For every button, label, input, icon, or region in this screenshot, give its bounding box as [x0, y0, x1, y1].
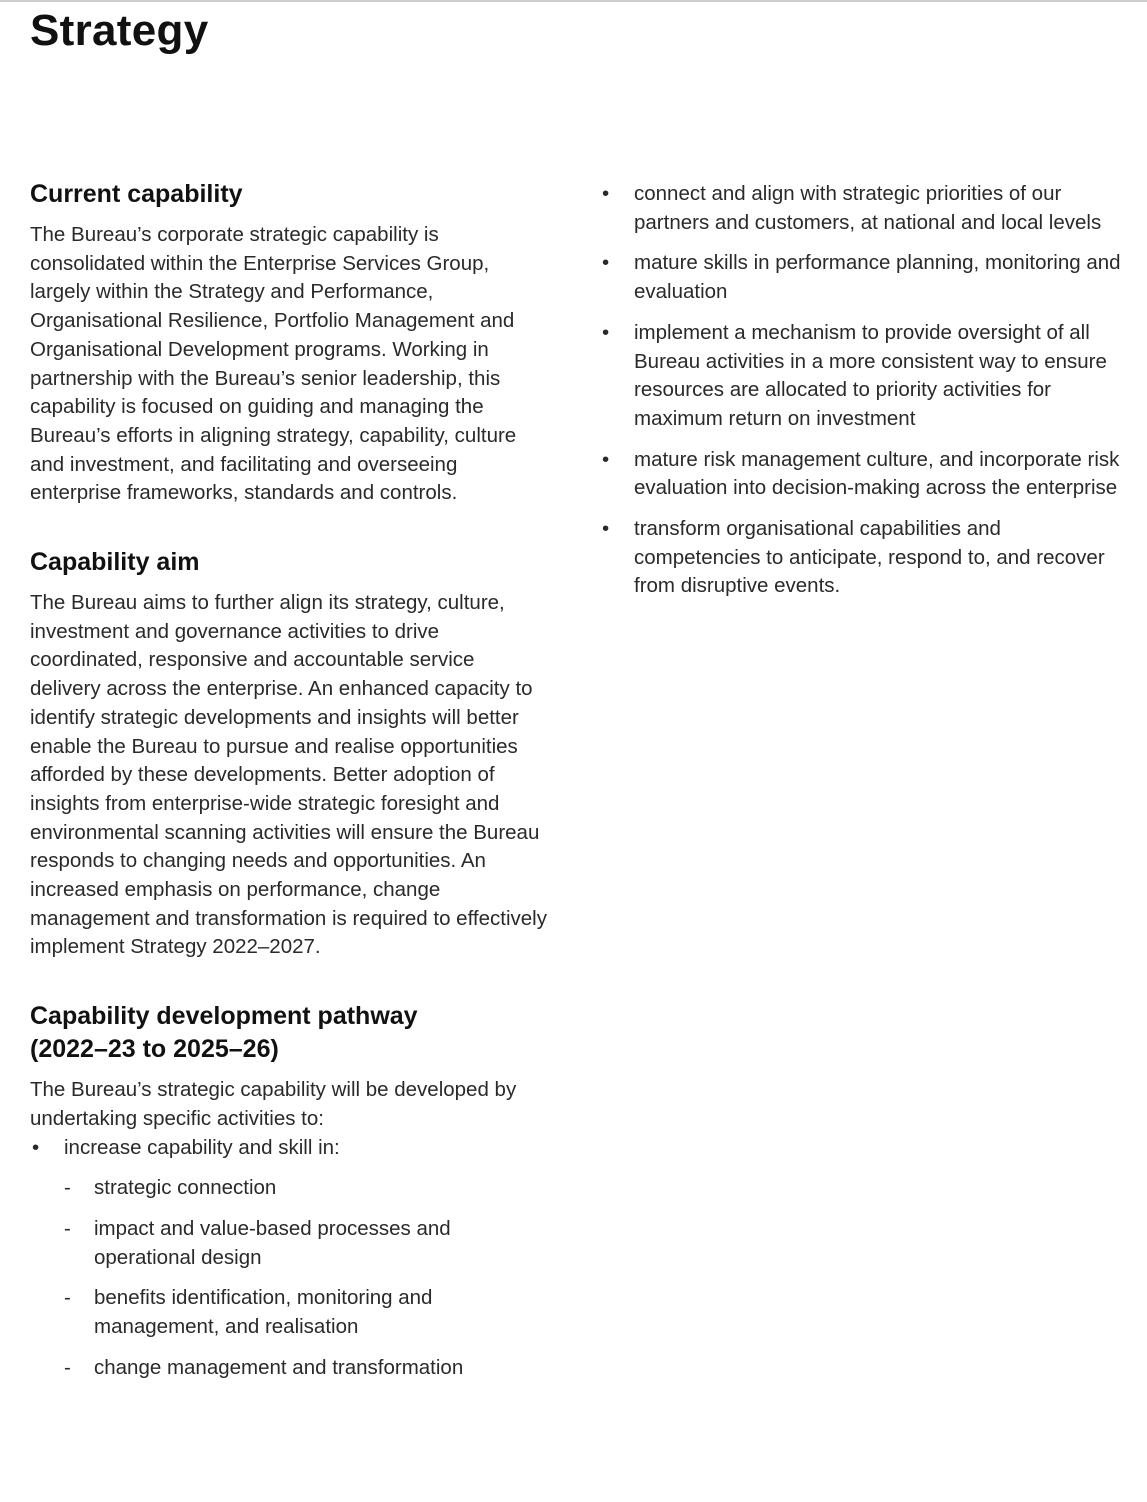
current-capability-heading: Current capability — [30, 180, 243, 208]
pathway-left-bullet-list — [30, 1134, 550, 1383]
sub-list-item-text: change management and transformation — [94, 1355, 464, 1379]
sub-list-item — [64, 1174, 550, 1203]
bullet-marker: • — [602, 320, 610, 344]
list-item-text: implement a mechanism to provide oversight of all Bureau activities in a more consistent way to ensure resources are allocated to priority activities for maximum return on investment — [634, 320, 1107, 430]
left-column — [30, 178, 550, 1395]
sub-list-item-text: impact and value-based processes and operational design — [94, 1216, 451, 1269]
pathway-heading — [30, 1000, 550, 1066]
pathway-heading-line2: (2022–23 to 2025–26) — [30, 1035, 279, 1064]
current-capability-text: The Bureau’s corporate strategic capability is consolidated within the Enterprise Services Group, largely within the Strategy and Performance, Organisational Resilience, Portfolio Management and Organisational Development programs. Working in partnership with the Bureau’s senior leadership, this capability is focused on guiding and managing the Bureau’s efforts in aligning strategy, capability, culture and investment, and facilitating and overseeing enterprise frameworks, standards and controls. — [30, 223, 517, 505]
capability-aim-section — [30, 546, 550, 962]
sub-list-item — [64, 1284, 550, 1341]
list-item — [600, 446, 1130, 503]
list-item — [600, 249, 1130, 306]
page-title: Strategy — [30, 6, 209, 55]
dash-marker: - — [64, 1216, 71, 1240]
pathway-intro-text: The Bureau’s strategic capability will be developed by undertaking specific activities to: — [30, 1078, 517, 1130]
sub-list-item — [64, 1215, 550, 1272]
dash-marker: - — [64, 1355, 71, 1379]
list-item — [600, 319, 1130, 434]
bullet-marker: • — [602, 447, 610, 471]
list-item — [30, 1134, 550, 1383]
sub-list-item-text: benefits identification, monitoring and management, and realisation — [94, 1286, 433, 1339]
right-column — [600, 180, 1130, 613]
dash-marker: - — [64, 1176, 71, 1200]
bullet-marker: • — [602, 517, 610, 541]
list-item-text: mature skills in performance planning, monitoring and evaluation — [634, 251, 1121, 304]
dash-marker: - — [64, 1286, 71, 1310]
pathway-heading-line1: Capability development pathway — [30, 1002, 418, 1031]
list-item-text: connect and align with strategic priorities of our partners and customers, at national and local levels — [634, 182, 1102, 234]
pathway-right-bullet-list — [600, 180, 1130, 601]
pathway-sub-list — [64, 1174, 550, 1382]
pathway-section — [30, 1000, 550, 1382]
list-item — [600, 180, 1130, 237]
list-item-text: transform organisational capabilities and competencies to anticipate, respond to, and recover from disruptive events. — [634, 517, 1105, 598]
capability-aim-heading: Capability aim — [30, 548, 200, 577]
top-divider — [0, 0, 1147, 2]
capability-aim-text: The Bureau aims to further align its strategy, culture, investment and governance activities to drive coordinated, responsive and accountable service delivery across the enterprise. An enhanced capacity to identify strategic developments and insights will better enable the Bureau to pursue and realise opportunities afforded by these developments. Better adoption of insights from enterprise-wide strategic foresight and environmental scanning activities will ensure the Bureau responds to changing needs and opportunities. An increased emphasis on performance, change management and transformation is required to effectively implement Strategy 2022–2027. — [30, 591, 547, 959]
current-capability-section — [30, 178, 550, 508]
bullet-marker: • — [602, 251, 610, 275]
bullet-marker: • — [32, 1135, 40, 1159]
list-item-text: increase capability and skill in: — [64, 1135, 340, 1159]
list-item — [600, 515, 1130, 601]
sub-list-item-text: strategic connection — [94, 1176, 277, 1200]
list-item-text: mature risk management culture, and incorporate risk evaluation into decision-making across the enterprise — [634, 447, 1120, 500]
sub-list-item — [64, 1354, 550, 1383]
bullet-marker: • — [602, 182, 610, 205]
